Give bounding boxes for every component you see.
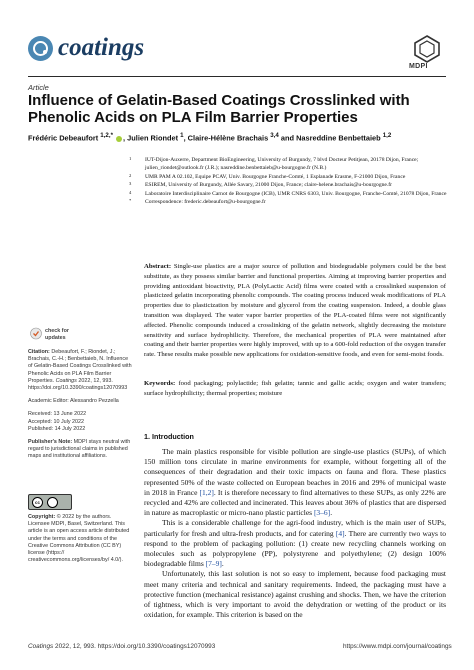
affiliation-item [127,198,447,206]
check-for-updates-line: check for [45,328,69,334]
affiliation-number: * [129,198,132,204]
dates-block [28,411,132,433]
author-affiliation-sup: 1,2,* [100,132,113,139]
paragraph [144,518,446,569]
affiliation-item [127,190,447,198]
footer-journal-url[interactable]: https://www.mdpi.com/journal/coatings [343,643,452,650]
received-date: Received: 13 June 2022 [28,411,87,418]
section-heading: 1. Introduction [144,432,194,441]
journal-logo-icon [28,36,53,61]
paragraph-text: The main plastics responsible for visible pollution are single-use plastics (SUPs), of which 150 million tons circulate in marine environments for example, without forgetting all of the consequences of their degradation and their toxic impacts on fauna and flora. These plastics represented 50% of the waste collected on European beaches in 2016 and 29% of municipal waste in 2018 in France [144,447,446,497]
author-name[interactable]: Nasreddine Benbettaieb [296,133,381,143]
footer-journal: Coatings [28,643,54,650]
copyright-text: © 2022 by the authors. Licensee MDPI, Basel, Switzerland. This article is an open access article distributed under the terms and conditions of the Creative Commons Attribution (CC BY) license (https:// creativecommons.org/licenses/by/ 4.0/). [28,514,130,564]
author-affiliation-sup: 1 [180,132,184,139]
abstract-text: Single-use plastics are a major source of pollution and biodegradable polymers could be the best substitute, as they possess similar barrier and functional properties. Aiming at improving barrier properties and providing antioxidant bioactivity, PLA (PolyLactic Acid) films were coated with a crosslinked suspension of plasticized gelatin incorporating phenolic compounds. The coating process induced weak modifications of PLA properties due to plasticization by moisture and glycerol from the coating suspension. Indeed, a double glass transition was displayed. The water vapor barrier properties of the PLA-coated films were not significantly affected. Phenolic compounds induced a crosslinking of the gelatin network, slightly decreasing the moisture sensitivity and surface hydrophilicity. Therefore, the mechanical properties of PLA were maintained after coating and their barrier properties were highly improved, with up to a 600-fold reduction of the oxygen transfer rate. These results make possible new applications for oxidation-sensitive foods, and even for semi-moist foods. [144,263,447,359]
author-affiliation-sup: 3,4 [270,132,279,139]
author-name[interactable]: Julien Riondet [127,133,179,143]
paragraph [144,569,446,620]
mdpi-logo-icon [413,35,441,63]
footer-ref[interactable]: 2022, 12, 993. https://doi.org/10.3390/coatings12070993 [55,643,216,650]
citation-link[interactable]: [3–6] [313,508,331,518]
paragraph-text: . It is therefore necessary to find alternatives to these SUPs, as only 22% are recycled and 42% are collected and incinerated. This leaves about 36% of plastics that are dispersed in nature as macroplastic or micro-nano plastic particles [144,487,446,518]
affiliation-item [127,181,447,189]
author-affiliation-sup: 1,2 [382,132,392,139]
author-name[interactable]: Claire-Hélène Brachais [187,133,269,143]
paragraph-text: This is a considerable challenge for the agri-food industry, which is the main user of SUPs, particularly for fresh and ultra-fresh products, and for catering [144,518,446,538]
citation-label: Citation: [28,349,50,355]
academic-editor: Academic Editor: Alessandro Pezzella [28,398,119,405]
copyright-block [28,514,132,564]
header-divider [28,76,446,77]
abstract [144,262,446,360]
keywords [144,379,446,399]
affiliation-text: ESIREM, University of Burgundy, Allée Savary, 21000 Dijon, France; claire-helene.brachais@u-bourgogne.fr [145,182,393,189]
paragraph [144,447,446,518]
affiliation-text: UMR PAM A 02.102, Equipe PCAV, Univ. Bourgogne Franche-Comté, 1 Esplanade Erasme, F-21000 Dijon, France [145,173,406,180]
correspondence-text: Correspondence: frederic.debeaufort@u-bourgogne.fr [145,199,266,206]
affiliation-number: 4 [129,189,132,195]
affiliation-list [127,156,447,206]
citation-link[interactable]: [4] [335,528,345,538]
introduction-body [144,447,446,620]
paragraph-text: . There are currently two ways to respond to the problem of packaging pollution: (1) create new recycling channels working on molecules such as polypropylene (PP), polystyrene and polyethylene; (2) design 100% biodegradable films [144,528,447,569]
affiliation-text: IUT-Dijon-Auxerre, Department BioEngineering, University of Burgundy, 7 blvd Docteur Petitjean, 20178 Dijon, France; julien_riondet@outlook.fr (J.R.); nasreddine.benbettaieb@u-bourgogne.fr (N.B.) [145,157,419,172]
citation-link[interactable]: [1,2] [199,487,214,497]
author-list: Frédéric Debeaufort $^{1,2,*}$ , Julien Riondet $^1$, Claire-Hélène Brachais $^{3,4}$ and Nasreddine Benbettaieb $^{1,2}$ [28,132,392,143]
copyright-label: Copyright: [28,514,56,520]
article-type: Article [28,83,49,92]
by-person-icon [47,497,58,508]
author-name[interactable]: Frédéric Debeaufort [28,133,99,143]
affiliation-text: Laboratoire Interdisciplinaire Carnot de Bourgogne (ICB), UMR CNRS 6303, Univ. Bourgogne, Franche-Comté, 21078 Dijon, France [145,190,447,197]
citation-journal: Coatings [55,377,77,384]
cc-icon: cc [32,497,43,508]
affiliation-number: 1 [129,156,132,161]
orcid-icon[interactable] [116,136,122,142]
publisher-note-text: MDPI stays neutral with regard to jurisdictional claims in published maps and institutional affiliations. [28,439,131,460]
citation-block [28,349,132,392]
article-title: Influence of Gelatin-Based Coatings Crosslinked with Phenolic Acids on PLA Film Barrier Properties [28,92,410,126]
abstract-label: Abstract: [144,263,172,270]
publisher-note [28,439,132,461]
affiliation-number: 3 [129,181,132,187]
paragraph-text: . [221,559,224,569]
article-info-sidebar [28,349,132,467]
published-date: Published: 14 July 2022 [28,425,86,432]
paragraph-text: . [330,508,333,518]
keywords-label: Keywords: [144,380,176,387]
cc-by-license-icon[interactable] [28,494,72,510]
citation-link[interactable]: [7–9] [205,559,222,569]
citation-text: Debeaufort, F.; Riondet, J.; Brachais, C.-H.; Benbettaieb, N. Influence of Gelatin-Based Coatings Crosslinked with Phenolic Acids on PLA Film Barrier Properties. [28,349,132,384]
publisher-note-label: Publisher's Note: [28,439,73,446]
accepted-date: Accepted: 10 July 2022 [28,418,85,425]
check-for-updates-line: updates [45,334,66,341]
paragraph-text: Unfortunately, this last solution is not so easy to implement, because food packaging must meet many criteria and technical and sanitary requirements. Indeed, the packaging must have a protective function (mechanical resistance) against crushing and shocks. Then, we have the criterion of tightness, which is very important to avoid the dehydration or wetting of the product or its oxidation, for example. This criterion is based on the [144,569,446,620]
check-for-updates-icon[interactable] [30,327,42,340]
footer-citation [28,643,215,650]
journal-name: coatings [58,34,145,61]
mdpi-label: MDPI [409,63,428,70]
citation-ref[interactable]: 2022, 12, 993. https://doi.org/10.3390/coatings12070993 [28,377,128,392]
check-for-updates-label[interactable] [45,328,69,341]
affiliation-item [127,156,447,173]
keywords-text: food packaging; polylactide; fish gelatin; tannic and gallic acids; oxygen and water transfers; surface hydrophilicity; thermal properties; moisture [144,380,447,397]
affiliation-number: 2 [129,172,132,178]
affiliation-item [127,173,447,181]
